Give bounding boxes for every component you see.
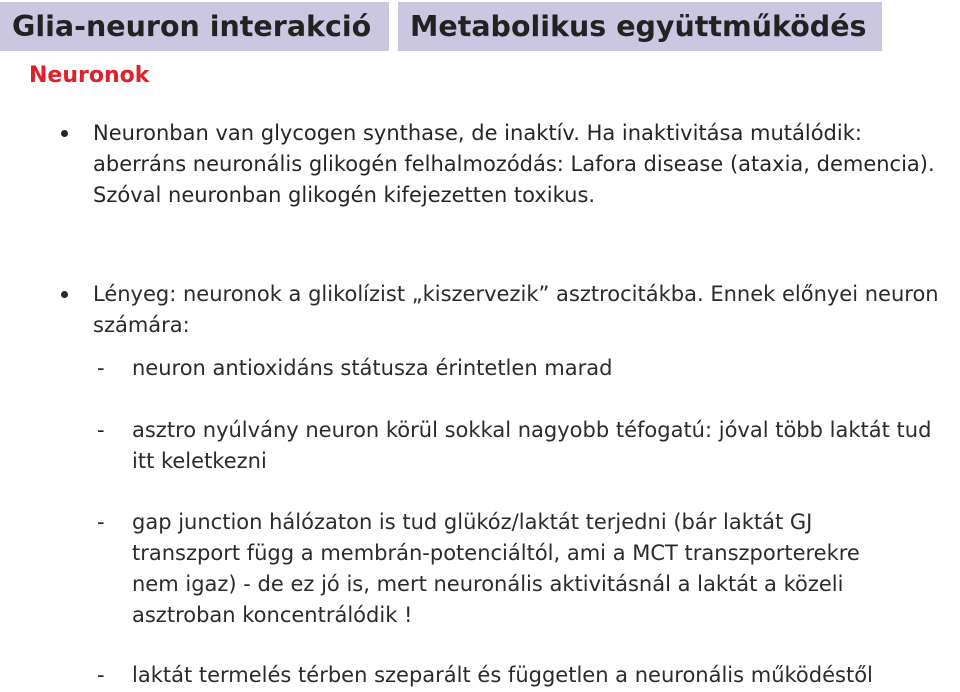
dash-marker: - [97,418,105,442]
slide-title-right-text: Metabolikus együttműködés [410,10,867,43]
bullet-item-1: Neuronban van glycogen synthase, de inaktív. Ha inaktivitása mutálódik: aberráns neuronális glikogén felhalmozódás: Lafora disease (ataxia, demencia). Szóval neuronban glikogén kifejezetten toxikus. [93,121,935,207]
dash-marker: - [97,356,105,380]
bullet-dot-icon [61,291,68,298]
bullet-dot-icon [61,130,68,137]
dash-item-1: neuron antioxidáns státusza érintetlen marad [132,356,613,380]
section-subtitle: Neuronok [29,63,150,88]
dash-marker: - [97,663,105,687]
slide-title-left-text: Glia-neuron interakció [12,10,372,43]
dash-item-4: laktát termelés térben szeparált és független a neuronális működéstől [132,663,873,687]
dash-item-2: asztro nyúlvány neuron körül sokkal nagyobb téfogatú: jóval több laktát tud itt keletkezni [132,418,932,473]
dash-marker: - [97,510,105,534]
dash-item-3: gap junction hálózaton is tud glükóz/laktát terjedni (bár laktát GJ transzport függ a membrán-potenciáltól, ami a MCT transzporterekre nem igaz) - de ez jó is, mert neuronális aktivitásnál a laktát a közeli asztroban koncentrálódik ! [132,510,860,627]
slide-title-left [0,2,389,51]
slide-title-right [398,2,882,51]
bullet-item-2: Lényeg: neuronok a glikolízist „kiszervezik” asztrocitákba. Ennek előnyei neuron számára: [93,282,939,337]
